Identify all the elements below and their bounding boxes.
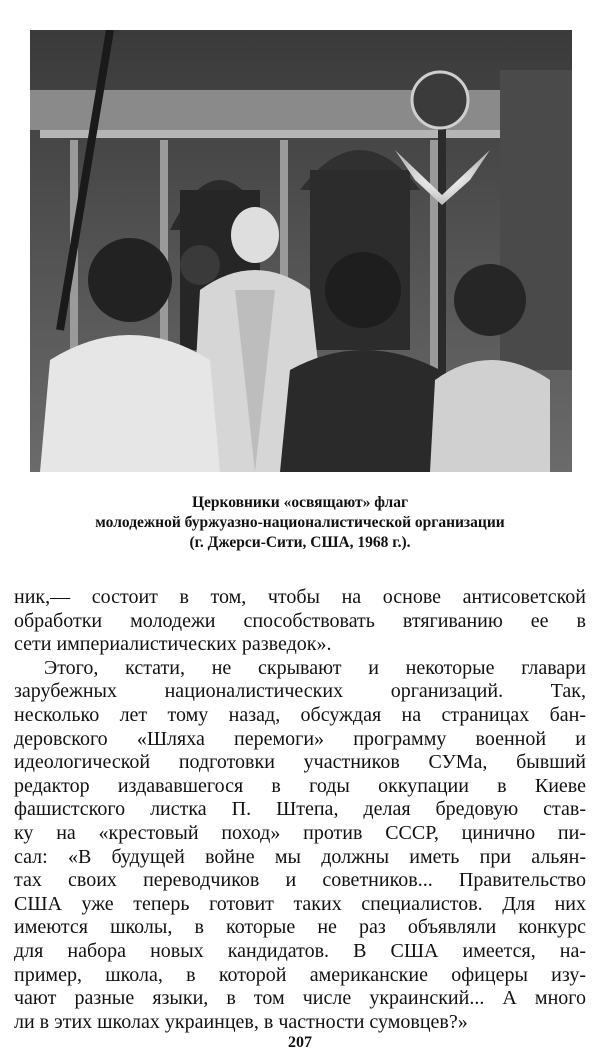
text-line: Этого, кстати, не скрывают и некоторые главари: [44, 656, 586, 679]
text-line: обработки молодежи способствовать втягиванию ее в: [14, 609, 586, 632]
text-line: сал: «В будущей войне мы должны иметь при альян-: [14, 845, 586, 868]
text-line: ли в этих школах украинцев, в частности сумовцев?»: [14, 1010, 468, 1033]
text-line: ку на «крестовый поход» против СССР, цинично пи-: [14, 821, 586, 844]
caption-line-3: (г. Джерси-Сити, США, 1968 г.).: [189, 534, 411, 551]
text-line: США уже теперь готовит таких специалистов. Для них: [14, 892, 586, 915]
page-number: 207: [288, 1034, 312, 1051]
text-line: ник,— состоит в том, чтобы на основе антисоветской: [14, 586, 586, 608]
text-line: чают разные языки, в том числе украинский... А много: [14, 987, 586, 1010]
text-line: сети империалистических разведок».: [14, 633, 332, 656]
text-line: редактор издававшегося в годы оккупации в Киеве: [14, 774, 586, 797]
text-line: зарубежных националистических организаций. Так,: [14, 680, 586, 703]
text-line: несколько лет тому назад, обсуждая на страницах бан-: [14, 703, 586, 726]
text-line: для набора новых кандидатов. В США имеется, на-: [14, 939, 586, 962]
text-line: идеологической подготовки участников СУМа, бывший: [14, 751, 586, 774]
text-line: деровского «Шляха перемоги» программу военной и: [14, 727, 586, 750]
text-line: пример, школа, в которой американские офицеры изу-: [14, 963, 586, 986]
text-line: имеются школы, в которые не раз объявляли конкурс: [14, 916, 586, 939]
church-photograph: [30, 30, 572, 472]
caption-line-1: Церковники «освящают» флаг: [191, 494, 409, 511]
photo-caption: [20, 493, 580, 553]
caption-line-2: молодежной буржуазно-националистической организации: [95, 514, 505, 531]
text-line: тах своих переводчиков и советников... Правительство: [14, 869, 586, 892]
text-line: фашистского листка П. Штепа, делая бредовую став-: [14, 798, 586, 821]
body-text: [14, 586, 586, 1034]
photo-illustration: [30, 30, 572, 472]
